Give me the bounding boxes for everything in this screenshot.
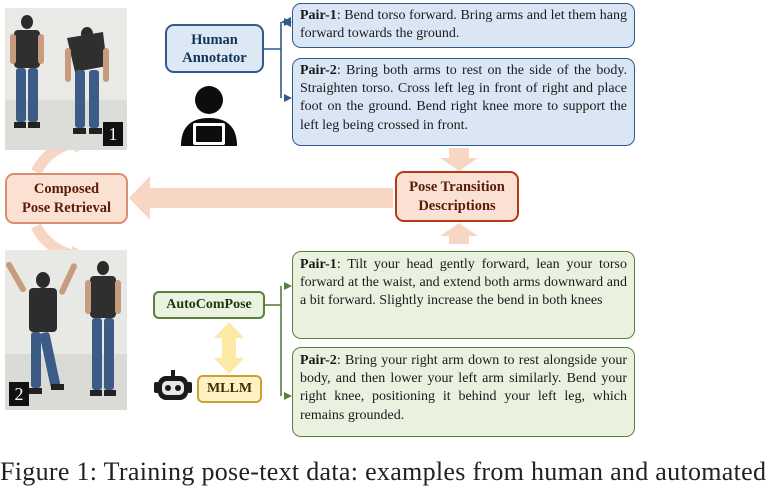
human-annotator-line1: Human [191,31,238,48]
human-pair-2-text: : Bring both arms to rest on the side of the body. Straighten torso. Cross left leg in front of right and place foot on the ground. Bend right knee more to support the left leg being crossed in front. [300,63,627,133]
auto-pair-1-text: : Tilt your head gently forward, lean your torso forward at the waist, and extend both arms downward and a bit forward. Slightly increase the bend in both knees [300,257,627,309]
human-pair-1-label: Pair-1 [300,8,337,23]
composed-retrieval-line2: Pose Retrieval [22,199,111,216]
human-annotator-line2: Annotator [182,49,247,66]
figure-caption: Figure 1: Training pose-text data: examples from human and automated [0,457,766,486]
composed-retrieval-line1: Composed [33,180,100,197]
image-badge-2: 2 [9,382,29,406]
human-pair-2-label: Pair-2 [300,63,337,78]
auto-pair-2-box [292,347,635,437]
image-badge-1: 1 [103,122,123,146]
auto-pair-1-box [292,251,635,339]
autocompose-label: AutoComPose [166,297,252,312]
mllm-label: MLLM [206,381,253,396]
auto-pair-2-label: Pair-2 [300,353,337,368]
pose-transition-line1: Pose Transition [409,178,505,195]
auto-pair-1-label: Pair-1 [300,257,337,272]
pose-transition-line2: Descriptions [418,197,496,214]
auto-pair-2-text: : Bring your right arm down to rest alongside your body, and then lower your left arm similarly. Bend your right knee, positioning it behind your left leg, which remains grounded. [300,353,627,423]
human-pair-1-text: : Bend torso forward. Bring arms and let them hang forward towards the ground. [300,8,627,42]
